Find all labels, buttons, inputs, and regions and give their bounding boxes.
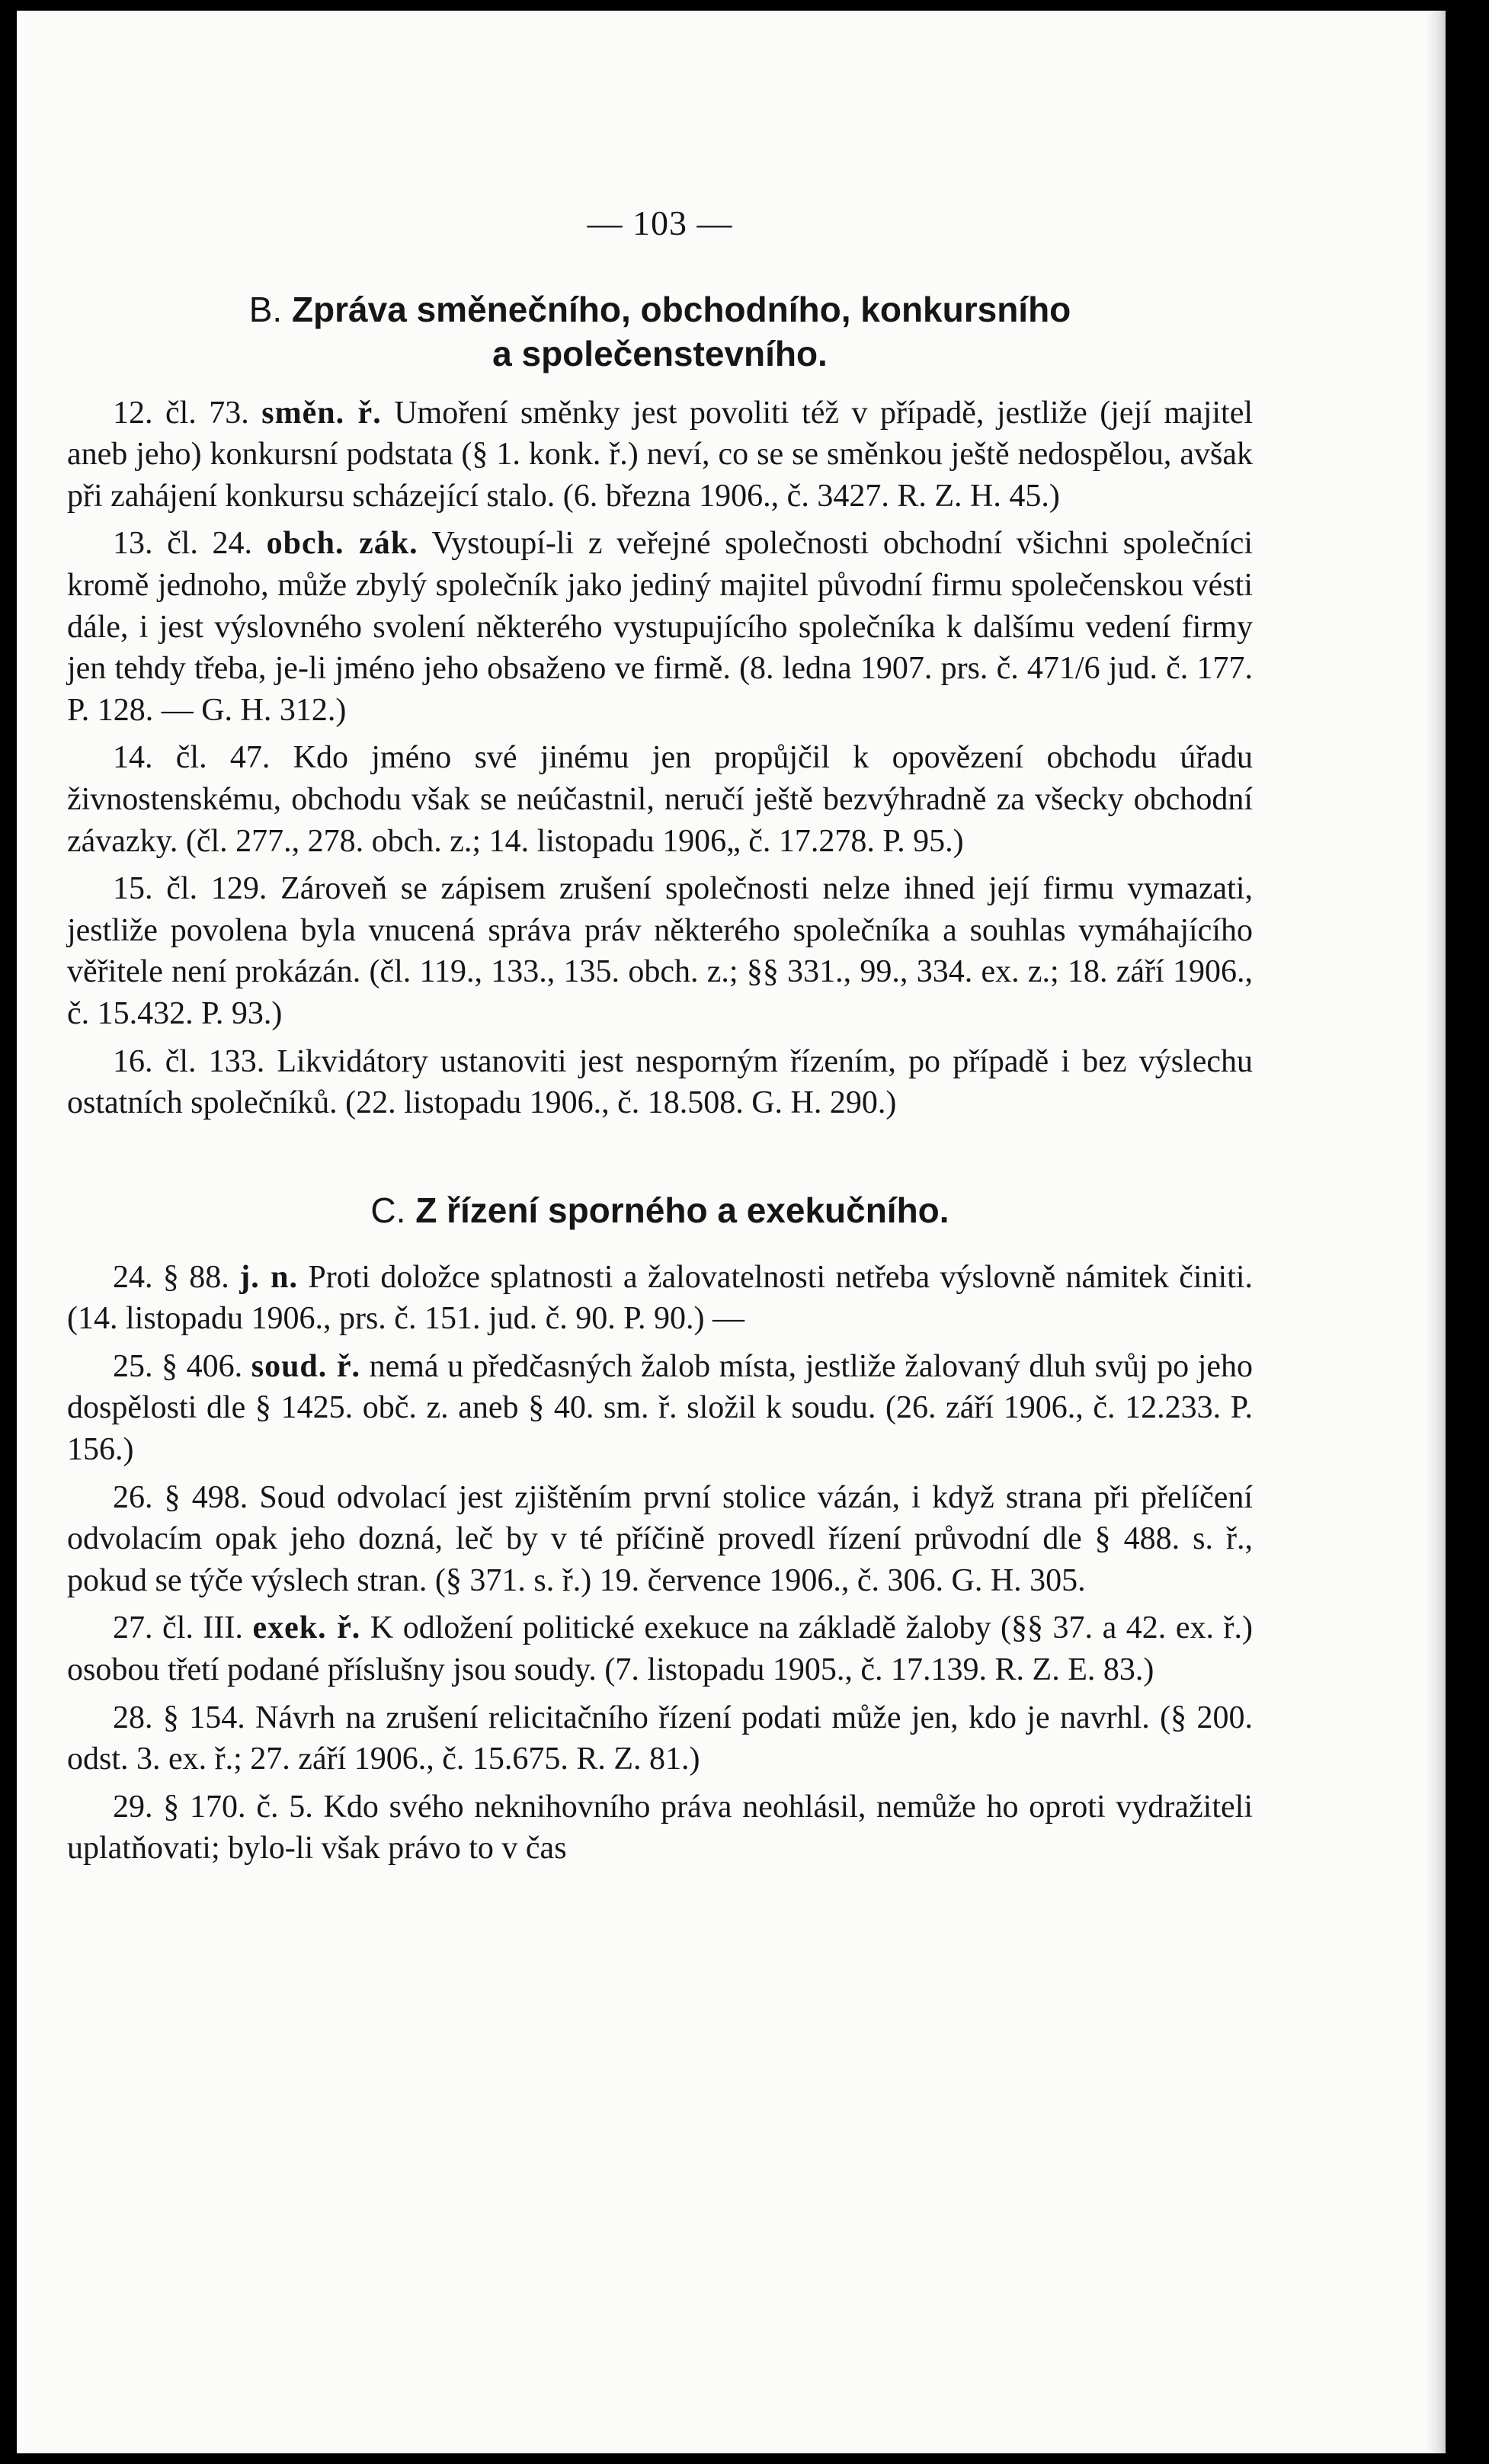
entry-text: Kdo jméno své jinému jen propůjčil k opovězení obchodu úřadu živnostenskému, obchodu však se neúčastnil, neručí ještě bezvýhradně za všecky obchodní závazky. (čl. 277., 278. obch. z.; 14. listopadu 1906„ č. 17.278. P. 95.) [67, 740, 1254, 859]
entry-abbr: obch. zák. [266, 526, 418, 562]
entry-text: Vystoupí-li z veřejné společnosti obchodní všichni společníci kromě jednoho, může zbylý společník jako jediný majitel původní firmu společenskou vésti dále, i jest výslovného svolení některého vystupujícího společníka k dalšímu vedení firmy jen tehdy třeba, je-li jméno jeho obsaženo ve firmě. (8. ledna 1907. prs. č. 471/6 jud. č. 177. P. 128. — G. H. 312.) [67, 526, 1254, 728]
entry-prefix: 12. čl. 73. [113, 395, 249, 431]
entry-text: Návrh na zrušení relicitačního řízení podati může jen, kdo je navrhl. (§ 200. odst. 3. ex. ř.; 27. září 1906., č. 15.675. R. Z. 81.) [67, 1700, 1253, 1777]
entry-13 [67, 523, 1253, 731]
entry-abbr: exek. ř. [252, 1610, 361, 1646]
entry-prefix: 29. § 170. č. 5. [113, 1789, 313, 1825]
entry-prefix: 14. čl. 47. [113, 740, 271, 776]
entry-abbr: směn. ř. [261, 395, 382, 431]
entry-28 [67, 1697, 1253, 1780]
section-b-title-line1: Zpráva směnečního, obchodního, konkursního [291, 289, 1071, 329]
entry-prefix: 24. § 88. [113, 1259, 229, 1295]
document-page [17, 11, 1446, 2453]
entry-16 [67, 1041, 1253, 1124]
entry-text: Soud odvolací jest zjištěním první stolice vázán, i když strana při přelíčení odvolacím opak jeho dozná, leč by v té příčině provedl řízení průvodní dle § 488. s. ř., pokud se týče výslech stran. (§ 371. s. ř.) 19. července 1906., č. 306. G. H. 305. [67, 1479, 1254, 1598]
entry-abbr: soud. ř. [251, 1348, 360, 1384]
entry-prefix: 15. čl. 129. [113, 871, 267, 907]
section-b-title-line2: a společenstevního. [492, 333, 828, 373]
entry-prefix: 28. § 154. [113, 1700, 245, 1735]
entry-15 [67, 868, 1253, 1034]
entry-text: Zároveň se zápisem zrušení společnosti nelze ihned její firmu vymazati, jestliže povolena byla vnucená správa práv některého společníka a souhlas vymáhajícího věřitele není prokázán. (čl. 119., 133., 135. obch. z.; §§ 331., 99., 334. ex. z.; 18. září 1906., č. 15.432. P. 93.) [67, 871, 1254, 1031]
entry-26 [67, 1477, 1253, 1602]
entry-prefix: 13. čl. 24. [113, 526, 253, 562]
page-number: — 103 — [587, 203, 733, 242]
entry-12 [67, 393, 1253, 517]
entry-24 [67, 1257, 1253, 1340]
section-c-title: Z řízení sporného a exekučního. [415, 1190, 949, 1230]
section-b-letter: B. [248, 289, 283, 329]
section-b-heading [67, 287, 1253, 376]
entry-prefix: 25. § 406. [113, 1348, 243, 1384]
entry-prefix: 16. čl. 133. [113, 1043, 265, 1079]
page-edge-shadow [1426, 11, 1446, 2453]
entry-text: Proti doložce splatnosti a žalovatelnosti netřeba výslovně námitek činiti. (14. listopadu 1906., prs. č. 151. jud. č. 90. P. 90.) — [67, 1259, 1254, 1337]
entry-prefix: 26. § 498. [113, 1479, 248, 1515]
entry-27 [67, 1607, 1253, 1690]
entry-text: nemá u předčasných žalob místa, jestliže žalovaný dluh svůj po jeho dospělosti dle § 1425. obč. z. aneb § 40. sm. ř. složil k soudu. (26. září 1906., č. 12.233. P. 156.) [67, 1348, 1254, 1468]
entry-text: K odložení politické exekuce na základě žaloby (§§ 37. a 42. ex. ř.) osobou třetí podané příslušny jsou soudy. (7. listopadu 1905., č. 17.139. R. Z. E. 83.) [67, 1610, 1253, 1688]
entry-text: Likvidátory ustanoviti jest nesporným řízením, po případě i bez výslechu ostatních společníků. (22. listopadu 1906., č. 18.508. G. H. 290.) [67, 1043, 1254, 1121]
entry-abbr: j. n. [239, 1259, 298, 1295]
entry-text: Umoření směnky jest povoliti též v případě, jestliže (její majitel aneb jeho) konkursní podstata (§ 1. konk. ř.) neví, co se se směnkou ještě nedospělou, avšak při zahájení konkursu scházející stalo. (6. března 1906., č. 3427. R. Z. H. 45.) [67, 395, 1254, 514]
entry-text: Kdo svého neknihovního práva neohlásil, nemůže ho oproti vydražiteli uplatňovati; bylo-li však právo to v čas [67, 1789, 1253, 1866]
entry-prefix: 27. čl. III. [113, 1610, 243, 1646]
entry-29 [67, 1786, 1253, 1870]
page-content [67, 203, 1253, 1876]
section-c-heading [67, 1188, 1253, 1232]
entry-14 [67, 737, 1253, 862]
section-c-letter: C. [370, 1190, 406, 1230]
entry-25 [67, 1346, 1253, 1471]
